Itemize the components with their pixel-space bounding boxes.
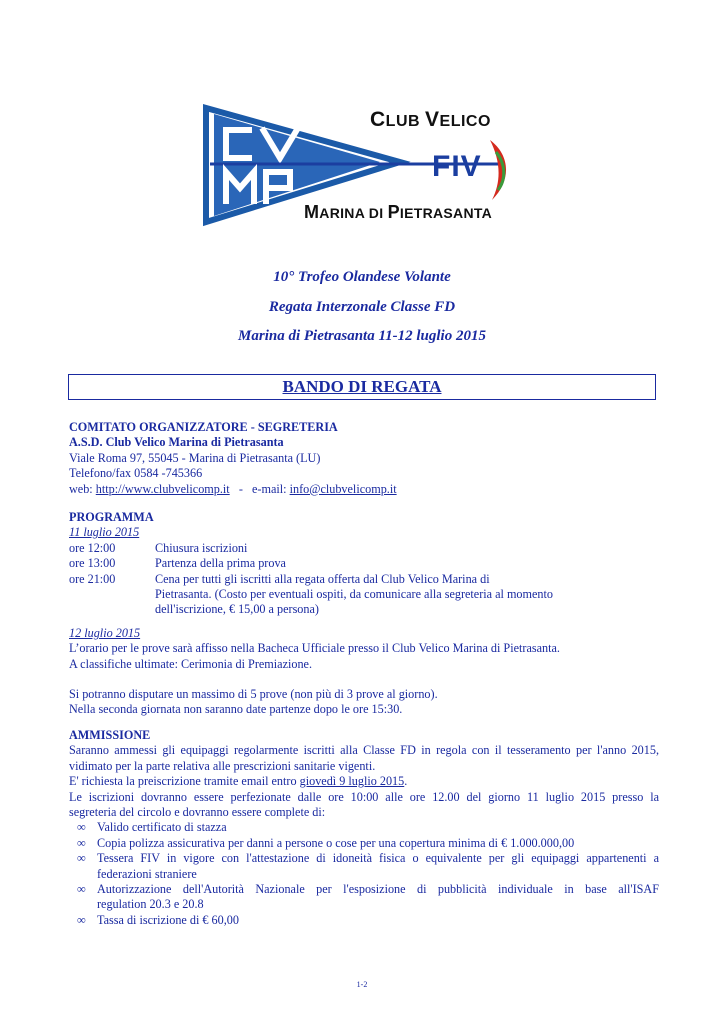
day2-text: L’orario per le prove sarà affisso nella Bacheca Ufficiale presso il Club Velico Marina di Pietrasanta. bbox=[69, 641, 560, 656]
ammissione-text: Le iscrizioni dovranno essere perfezionate dalle ore 10:00 alle ore 12.00 del giorno 11 luglio 2015 presso la bbox=[69, 789, 659, 804]
list-item: ∞ Autorizzazione dell'Autorità Nazionale per l'esposizione di pubblicità individuale in base all'ISAF regulation 20.3 e 20.8 bbox=[69, 882, 659, 913]
event-location-date: Marina di Pietrasanta 11-12 luglio 2015 bbox=[238, 328, 486, 344]
day1-date: 11 luglio 2015 bbox=[69, 525, 140, 540]
schedule-row: ore 21:00 Cena per tutti gli iscritti alla regata offerta dal Club Velico Marina di bbox=[69, 571, 490, 586]
programma-section bbox=[69, 510, 659, 618]
event-subtitle: Regata Interzonale Classe FD bbox=[268, 299, 456, 315]
preiscrizione-text: E' richiesta la preiscrizione tramite email entro giovedì 9 luglio 2015. bbox=[69, 774, 408, 789]
ammissione-text: vidimato per la parte relativa alle prescrizioni sanitarie vigenti. bbox=[69, 758, 376, 773]
programma-notes bbox=[69, 687, 659, 718]
list-item: ∞ Tessera FIV in vigore con l'attestazione di idoneità fisica o equivalente per gli equipaggi appartenenti a federazioni straniere bbox=[69, 851, 659, 882]
club-phone: Telefono/fax 0584 -745366 bbox=[69, 466, 203, 481]
schedule-row: ore 13:00 Partenza della prima prova bbox=[69, 556, 286, 571]
list-item: ∞ Valido certificato di stazza bbox=[69, 820, 659, 835]
bando-title-box bbox=[68, 374, 656, 400]
section-title-ammissione: AMMISSIONE bbox=[69, 728, 151, 742]
note-line: Nella seconda giornata non saranno date partenze dopo le ore 15:30. bbox=[69, 702, 403, 717]
schedule-row: ore 12:00 Chiusura iscrizioni bbox=[69, 540, 248, 555]
list-item: ∞ Tassa di iscrizione di € 60,00 bbox=[69, 913, 659, 928]
bullet-icon: ∞ bbox=[77, 835, 86, 850]
ammissione-section bbox=[69, 728, 659, 928]
day2-date: 12 luglio 2015 bbox=[69, 626, 141, 640]
schedule-continuation: Pietrasanta. (Costo per eventuali ospiti, da comunicare alla segreteria al momento bbox=[155, 586, 553, 601]
bando-title: BANDO DI REGATA bbox=[282, 377, 442, 396]
schedule-continuation: dell'iscrizione, € 15,00 a persona) bbox=[155, 602, 319, 617]
list-item: ∞ Copia polizza assicurativa per danni a persone o cose per una copertura minima di € 1.000.000,00 bbox=[69, 836, 659, 851]
fiv-sail-icon bbox=[490, 140, 506, 200]
email-link[interactable]: info@clubvelicomp.it bbox=[289, 481, 397, 496]
fiv-logo-text: FIV bbox=[432, 150, 482, 183]
day2-text: A classifiche ultimate: Cerimonia di Premiazione. bbox=[69, 656, 313, 671]
club-address: Viale Roma 97, 55045 - Marina di Pietrasanta (LU) bbox=[69, 450, 321, 465]
ammissione-text: segreteria del circolo e dovranno essere complete di: bbox=[69, 804, 326, 819]
ammissione-text: Saranno ammessi gli equipaggi regolarmente iscritti alla Classe FD in regola con il tesseramento per l'anno 2015, bbox=[69, 743, 659, 758]
preiscrizione-date: giovedì 9 luglio 2015 bbox=[299, 774, 405, 789]
page-number: 1-2 bbox=[356, 980, 368, 989]
bullet-icon: ∞ bbox=[77, 912, 86, 927]
club-name-line1: CLUB VELICO bbox=[370, 108, 491, 131]
web-link[interactable]: http://www.clubvelicomp.it bbox=[95, 481, 230, 496]
bullet-icon: ∞ bbox=[77, 881, 86, 896]
programma-day2 bbox=[69, 626, 659, 672]
bullet-icon: ∞ bbox=[77, 851, 86, 866]
section-title-programma: PROGRAMMA bbox=[69, 510, 154, 524]
note-line: Si potranno disputare un massimo di 5 prove (non più di 3 prove al giorno). bbox=[69, 687, 438, 701]
club-name-line2: MARINA DI PIETRASANTA bbox=[304, 202, 493, 222]
club-contacts: web: http://www.clubvelicomp.it - e-mail: info@clubvelicomp.it bbox=[69, 481, 397, 496]
section-title-comitato: COMITATO ORGANIZZATORE - SEGRETERIA bbox=[69, 420, 338, 434]
bullet-icon: ∞ bbox=[77, 820, 86, 835]
comitato-section bbox=[69, 420, 659, 497]
event-title: 10° Trofeo Olandese Volante bbox=[273, 269, 451, 285]
club-name: A.S.D. Club Velico Marina di Pietrasanta bbox=[69, 435, 284, 450]
